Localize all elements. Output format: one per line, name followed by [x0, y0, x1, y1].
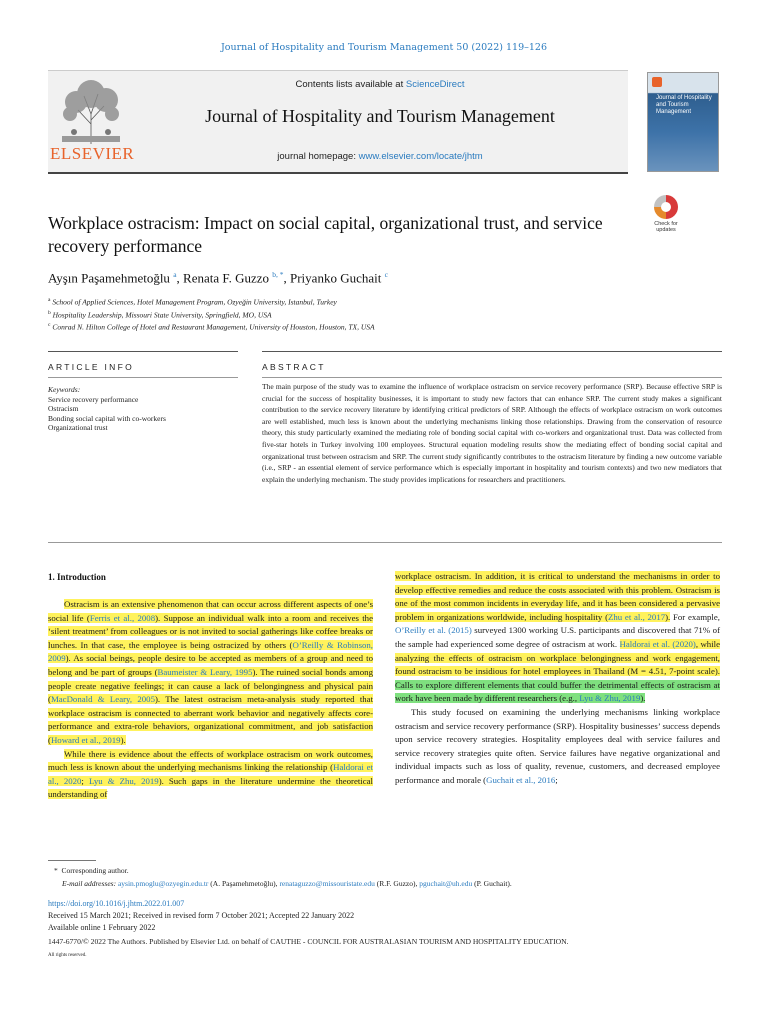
text-run: ; [81, 775, 89, 786]
article-info-sub-rule [48, 377, 238, 378]
text-run: In addition, it is critical to understand the mechanisms in order to develop effective remedies and reduce the costs associated with this problem. Ostracism is one of the most common incidents in everyday life, and it has been considered a pervasive problem in organizations worldwide, including hospitality ( [395, 571, 721, 622]
rights-reserved: All rights reserved. [48, 953, 87, 958]
affiliation-marker: a [48, 297, 51, 303]
abstract-top-rule [262, 351, 722, 352]
email-link[interactable]: pguchait@uh.edu [419, 879, 473, 888]
citation-link[interactable]: Ferris et al., 2008 [89, 612, 156, 623]
text-run: ; [555, 774, 558, 785]
author-name[interactable]: Renata F. Guzzo [183, 270, 269, 286]
text-run: ). The ruined social bonds among people create negative feelings; it can cause a lack of belongingness and physical pain ( [48, 666, 373, 705]
citation-link[interactable]: Guchait et al., 2016 [486, 774, 556, 785]
abstract-bottom-rule [48, 542, 722, 543]
publisher-name: ELSEVIER [50, 144, 135, 163]
article-info-top-rule [48, 351, 238, 352]
journal-reference[interactable]: Journal of Hospitality and Tourism Management 50 (2022) 119–126 [220, 42, 548, 53]
elsevier-logo[interactable] [48, 74, 135, 170]
journal-cover-thumbnail[interactable] [647, 72, 719, 172]
journal-homepage-line [132, 151, 628, 162]
citation-link[interactable]: Lyu & Zhu, 2019 [579, 693, 641, 704]
contents-available-line [132, 79, 628, 90]
citation-link[interactable]: Howard et al., 2019 [50, 734, 121, 745]
affiliation-text: School of Applied Sciences, Hotel Management Program, Ozyeğin University, Istanbul, Turkey [52, 297, 337, 307]
affiliation-item [48, 295, 688, 308]
text-run: workplace ostracism. [395, 571, 472, 581]
keyword-item: Ostracism [48, 404, 79, 414]
keywords-label: Keywords: [48, 385, 81, 394]
abstract-text: The main purpose of the study was to examine the influence of workplace ostracism on service recovery performance (SRP). Because effective SRP is crucial for the success of hospitality businesses, it is important to study new factors that can enhance SRP. The current study makes a significant contribution to the service recovery literature by identifying critical predictors of SRP. Although the effects of workplace ostracism on work outcomes are well established, much less is known about the underlying mechanisms linking those relationships. Drawing from the conservation of resource theory, this study particularly examined the mediating role of bonding social capital with co-workers and organizational trust. Data was collected from five-star hotels in Turkey involving 100 employees. Structural equation modeling results show the mediating effect of bonding social capital and organizational trust between ostracism and SRP. The current study significantly contributes to the ostracism literature by finding a new outcome variable (i.e., SRP - an essential element of service performance which is especially important in hospitality and tourism contexts) and two new mediators that explain the underlying mechanism. The study provides implications for researchers and practitioners. [262, 382, 722, 484]
text-run: ). [120, 734, 126, 745]
cover-title: Journal of Hospitality and Tourism Management [656, 95, 712, 116]
article-info-heading: ARTICLE INFO [48, 362, 135, 372]
abstract-heading: ABSTRACT [262, 362, 326, 372]
copyright-notice: 1447-6770/© 2022 The Authors. Published by Elsevier Ltd. on behalf of CAUTHE - COUNCIL FOR AUSTRALASIAN TOURISM AND HOSPITALITY EDUCATION. [48, 937, 569, 946]
affiliations [48, 295, 688, 333]
corresponding-author-text: Corresponding author. [61, 866, 129, 875]
keyword-item: Organizational trust [48, 423, 108, 433]
corresponding-author-note [54, 866, 129, 875]
text-run: ). As social beings, people desire to be accepted as members of a group and need to belong and be part of groups ( [48, 653, 373, 677]
email-link[interactable]: renataguzzo@missouristate.edu [279, 879, 375, 888]
author-affiliation-marker[interactable]: a [173, 270, 177, 279]
text-run: ). The latest ostracism meta-analysis study reported that workplace ostracism is connected to aberrant work behavior and negatively affects core-performance and extra-role behaviors, organizational commitment, and job satisfaction ( [48, 694, 374, 745]
sciencedirect-link[interactable]: ScienceDirect [405, 79, 465, 90]
citation-link[interactable]: O’Reilly et al. (2015) [395, 625, 472, 636]
author-name[interactable]: Priyanko Guchait [290, 270, 382, 286]
body-column-left [48, 598, 373, 802]
citation-link[interactable]: Baumeister & Leary, 1995 [157, 666, 253, 677]
homepage-link[interactable]: www.elsevier.com/locate/jhtm [358, 151, 483, 162]
text-run: ). [640, 693, 646, 704]
contents-prefix: Contents lists available at [295, 79, 406, 90]
affiliation-marker: c [48, 322, 51, 328]
asterisk-marker: * [54, 866, 58, 875]
email-addresses [62, 879, 512, 888]
abstract-sub-rule [262, 377, 722, 378]
citation-link[interactable]: Haldorai et al. (2020) [619, 638, 696, 649]
author-affiliation-marker[interactable]: b, * [272, 270, 284, 279]
homepage-prefix: journal homepage: [277, 151, 359, 162]
affiliation-item [48, 308, 688, 321]
email-label: E-mail addresses: [62, 879, 118, 888]
text-run: ). [665, 611, 671, 622]
footnote-rule [48, 860, 96, 861]
keyword-item: Service recovery performance [48, 394, 139, 404]
affiliation-text: Hospitality Leadership, Missouri State University, Springfield, MO, USA [52, 310, 272, 319]
text-run: Calls to explore different elements that could buffer the detrimental effects of ostracism at work have been made by different researchers (e.g., [395, 679, 720, 704]
email-owner: (R.F. Guzzo), [374, 879, 420, 888]
text-run: For example, [670, 611, 720, 622]
text-run: Ostracism is an extensive phenomenon that can occur across different aspects of one’s social life ( [48, 599, 373, 623]
affiliation-text: Conrad N. Hilton College of Hotel and Restaurant Management, University of Houston, Houston, TX, USA [52, 322, 375, 332]
check-updates-label: Check for updates [654, 221, 678, 233]
affiliation-item [48, 320, 688, 333]
email-owner: (P. Guchait). [472, 879, 512, 888]
text-run: ). Such gaps in the literature undermine the theoretical understanding of [48, 775, 373, 800]
text-run: This study focused on examining the underlying mechanisms linking workplace ostracism and service recovery performance (SRP). Hospitality businesses’ success depends upon service recovery strategies. Hospitality employees deal with service failures and service recovery strategies quite often. Service failures have negative organizational and individual impacts such as loss of quality, revenue, customers, and decreased employee performance and morale ( [395, 706, 720, 785]
paragraph [395, 570, 720, 706]
citation-link[interactable]: Zhu et al., 2017 [608, 611, 666, 622]
citation-link[interactable]: O’Reilly & Robinson, 2009 [48, 639, 374, 664]
elsevier-tree-icon [56, 74, 126, 146]
doi-text[interactable]: https://doi.org/10.1016/j.jhtm.2022.01.007 [48, 899, 185, 908]
citation-link[interactable]: Haldorai et al., 2020 [48, 762, 373, 786]
citation-link[interactable]: MacDonald & Leary, 2005 [50, 694, 155, 705]
body-column-right [395, 570, 720, 788]
text-run: surveyed 1300 working U.S. participants and discovered that 71% of the sample had experienced some degree of ostracism at work. [395, 625, 720, 649]
author-list: Ayşın Paşamehmetoğlu $^a$, Renata F. Guzzo $^{b, *}$, Priyanko Guchait $^c$ [48, 270, 388, 286]
section-heading-introduction: 1. Introduction [48, 572, 106, 582]
cover-logo-icon [652, 77, 662, 87]
paragraph [48, 748, 373, 802]
email-link[interactable]: aysin.pmoglu@ozyegin.edu.tr [117, 879, 209, 888]
text-run: ). Suppose an individual walk into a room and receives the ‘silent treatment’ from colleagues or is not invited to social gatherings like coffee breaks or lunches. In that case, the employee is being ostracized by others ( [48, 612, 373, 650]
author-name[interactable]: Ayşın Paşamehmetoğlu [48, 270, 170, 286]
paragraph [48, 598, 373, 748]
article-title: Workplace ostracism: Impact on social capital, organizational trust, and service recovery performance [48, 213, 603, 256]
text-run: , while analyzing the effects of ostracism on workplace belongingness and work engagement, found ostracism to be insidious for hotel employees in Thailand (M = 4.51, 7-point scale). [395, 638, 720, 677]
citation-link[interactable]: Lyu & Zhu, 2019 [88, 775, 159, 786]
paragraph [395, 706, 720, 788]
author-affiliation-marker[interactable]: c [384, 270, 388, 279]
email-owner: (A. Paşamehmetoğlu), [208, 879, 280, 888]
affiliation-marker: b [48, 309, 51, 316]
journal-title: Journal of Hospitality and Tourism Management [205, 106, 555, 126]
keywords-block [48, 385, 233, 433]
available-online: Available online 1 February 2022 [48, 923, 156, 932]
check-updates-icon [654, 195, 678, 219]
check-for-updates-button[interactable] [644, 195, 688, 235]
text-run: While there is evidence about the effects of workplace ostracism on work outcomes, much less is known about the underlying mechanisms linking the relationship ( [48, 748, 373, 773]
doi-link[interactable] [48, 898, 728, 909]
keyword-item: Bonding social capital with co-workers [48, 413, 166, 423]
received-dates: Received 15 March 2021; Received in revised form 7 October 2021; Accepted 22 January 2022 [48, 911, 355, 920]
